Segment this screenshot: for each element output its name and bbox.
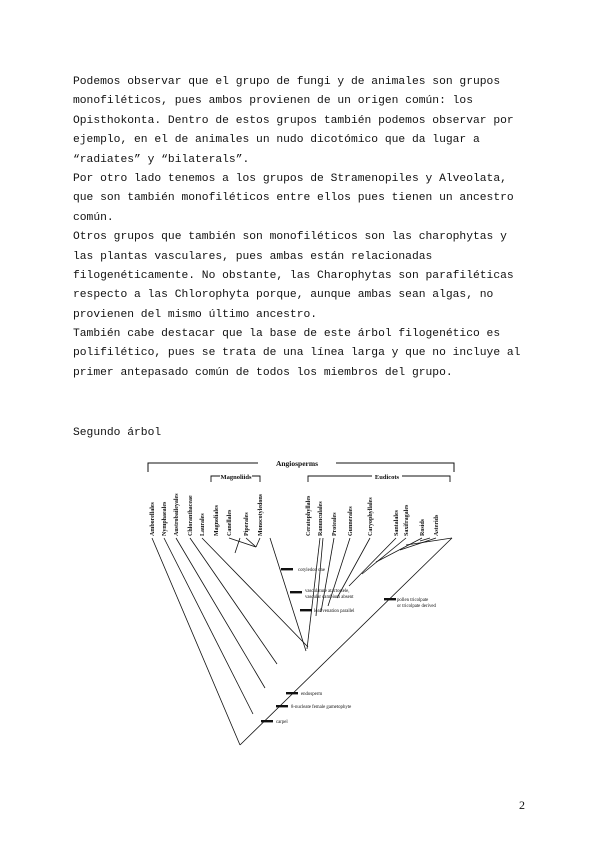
char-leaf-venation: leaf venation parallel — [314, 609, 355, 614]
char-pollen-1: pollen tricolpate — [397, 598, 429, 603]
text-line: polifilético, pues se trata de una línea larga y que no incluye al — [73, 347, 521, 360]
text-line: ejemplo, en el de animales un nudo dicotómico que da lugar a — [73, 134, 480, 147]
eudicots-label: Eudicots — [374, 474, 400, 481]
taxon-label: Proteales — [332, 512, 338, 536]
taxon-label: Nymphaeales — [162, 501, 168, 536]
taxon-label: Rosids — [420, 518, 426, 536]
taxon-label: Canellales — [227, 509, 233, 536]
text-line: filogenéticamente. No obstante, las Charophytas son parafiléticas — [73, 269, 514, 282]
page-number: 2 — [519, 798, 525, 812]
angiosperms-label: Angiosperms — [275, 459, 319, 468]
taxon-label: Chloranthaceae — [188, 495, 194, 536]
taxon-label: Magnoliales — [214, 505, 220, 536]
text-line: monofiléticos, pues ambos provienen de un origen común: los — [73, 95, 473, 108]
taxon-label: Monocotyledons — [258, 494, 264, 536]
taxon-label: Caryophyllales — [368, 497, 374, 536]
text-line: respecto a las Chlorophyta porque, aunque ambas sean algas, no — [73, 289, 494, 302]
taxon-label: Ceratophyllales — [306, 495, 312, 536]
taxon-label: Laurales — [200, 513, 206, 536]
char-pollen-2: or tricolpate derived — [397, 604, 436, 609]
text-line: Otros grupos que también son monofiléticos son las charophytas y — [73, 231, 507, 244]
char-vasculature-2: vascular cambium absent — [305, 595, 354, 600]
char-gametophyte: 8-nucleate female gametophyte — [291, 705, 352, 710]
text-line: También cabe destacar que la base de este árbol filogenético es — [73, 328, 501, 341]
char-cotyledon: cotyledon one — [298, 568, 326, 573]
text-line: provienen del mismo último ancestro. — [73, 308, 318, 321]
taxon-label: Austrobaileyales — [174, 493, 180, 536]
phylogenetic-tree-figure — [140, 450, 470, 755]
taxon-label: Santalales — [394, 509, 400, 536]
magnoliids-label: Magnoliids — [220, 474, 252, 481]
text-line: Por otro lado tenemos a los grupos de Stramenopiles y Alveolata, — [73, 172, 507, 185]
taxon-label: Piperales — [244, 512, 250, 536]
text-line: que son también monofiléticos entre ellos pues tienen un ancestro — [73, 192, 514, 205]
taxon-label: Asterids — [434, 514, 440, 536]
body-paragraphs — [73, 73, 543, 383]
taxon-label: Saxifragales — [404, 504, 410, 536]
text-line: Opisthokonta. Dentro de estos grupos también podemos observar por — [73, 114, 514, 127]
text-line: “radiates” y “bilaterals”. — [73, 153, 250, 166]
char-endosperm: endosperm — [301, 692, 323, 697]
taxon-label: Amborellales — [150, 502, 156, 536]
text-line: Podemos observar que el grupo de fungi y de animales son grupos — [73, 76, 501, 88]
text-line: las plantas vasculares, pues ambas están relacionadas — [73, 250, 433, 263]
char-carpel: carpel — [276, 720, 288, 725]
taxon-label: Ranunculales — [318, 501, 324, 536]
taxon-label: Gunnerales — [348, 506, 354, 536]
section-title: Segundo árbol — [73, 427, 162, 439]
text-line: común. — [73, 211, 114, 224]
text-line: primer antepasado común de todos los miembros del grupo. — [73, 366, 453, 379]
char-vasculature-1: vasculature atactostele, — [305, 589, 350, 594]
taxon-labels — [150, 493, 440, 536]
